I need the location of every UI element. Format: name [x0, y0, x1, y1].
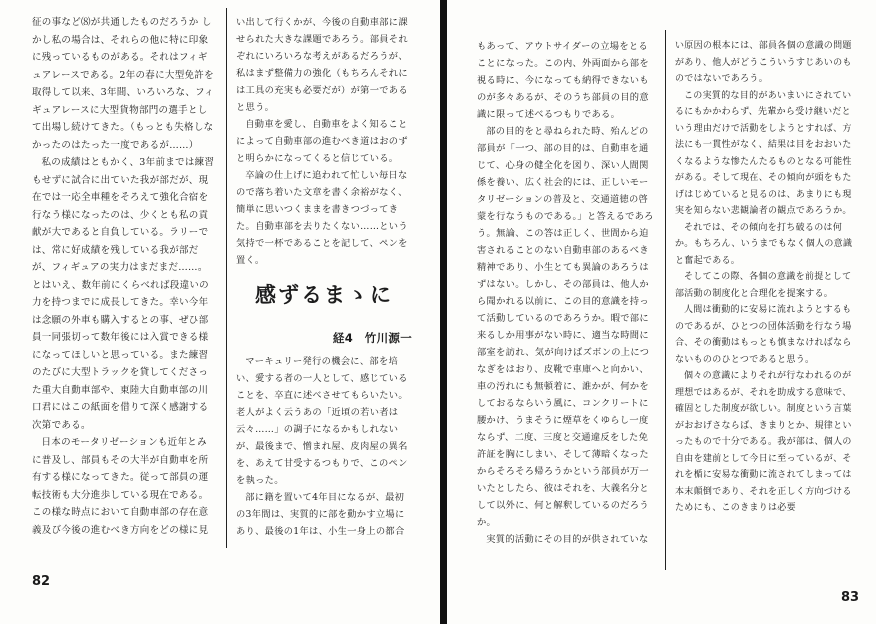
left-column-1: [32, 14, 216, 539]
page-number-left: 82: [32, 574, 51, 589]
paragraph: この実質的な目的があいまいにされているにもかかわらず、先輩から受け継いだという理由だけで活動をしようとすれば、方法にも一貫性がなく、結果は目をおおいたくなるような惨たんたるものとなる可能性がある。そして現在、その傾向が頭をもたげはじめていると見るのは、あまりにも現実を知らない悲観論者の観点であろうか。: [675, 90, 852, 216]
article-title: 感ずるまゝに: [255, 283, 393, 307]
paragraph: マーキュリー発行の機会に、部を培い、愛する者の一人として、感じていることを、卒直に述べさせてもらいたい。老人がよく云うあの「近頃の若い者は云々……」の調子になるかもしれないが、最後まで、憎まれ屋、皮肉屋の異名を、あえて甘受するつもりで、このペンを執った。: [236, 356, 408, 486]
paragraph: 自動車を愛し、自動車をよく知ることによって自動車部の進むべき道はおのずと明らかになってくると信じている。: [236, 119, 408, 164]
paragraph: 人間は衝動的に安易に流れようとするものであるが、ひとつの団体活動を行なう場合、その衝動はもっとも慎まなければならないもののひとつであると思う。: [675, 305, 852, 365]
left-column-2: [236, 14, 412, 540]
paragraph: それでは、その傾向を打ち破るのは何か。もちろん、いうまでもなく個人の意識と奮起である。: [675, 222, 853, 266]
paragraph: 部の目的をと尋ねられた時、殆んどの部員が「一つ、部の目的は、自動車を通じて、心身の健全化を図り、深い人間関係を養い、広く社会的には、正しいモータリゼーションの普及と、交通道徳の啓蒙を行なうものである。」と答えるであろう。無論、この答は正しく、世間から迫害されることのない自動車部のあるべき精神であり、小生とても異論のあろうはずはない。しかし、その部員は、他人から聞かれる以前に、この目的意識を持って活動しているのであろうか。暇で部に来るしか用事がない時に、適当な時間に部室を訪れ、気が向けばズボンの上につなぎをはおり、皮靴で車庫へと向かい、車の汚れにも無頓着に、誰かが、何かをしておるならいう風に、コンクリートに腰かけ、うまそうに煙草をくゆらし一度ならず、二度、三度と交通違反をした免許証を胸にしまい、そして薄暗くなったからそろそろ帰ろうかという部員が万一いたとしたら、彼はそれを、大義名分として以外に、何と解釈しているのだろうか。: [477, 126, 654, 528]
paragraph: い原因の根本には、部員各個の意識の問題があり、他人がどうこういうすじあいのものではないであろう。: [675, 41, 852, 84]
right-column-1: [477, 38, 657, 548]
page-gutter: [440, 0, 447, 624]
right-page: [447, 0, 876, 624]
page-number-right: 83: [841, 590, 860, 605]
paragraph: もあって、アウトサイダーの立場をとることになった。この内、外両面から部を視る時に、今になっても納得できないものが多々あるが、そのうち部員の目的意識に限って述べるつもりである。: [477, 41, 649, 120]
paragraph: 私の成績はともかく、3年前までは練習もせずに試合に出ていた我が部だが、現在では一応全車種をそろえて強化合宿を行なう様になったのは、少くとも私の貢献が大であると自負している。ラリーでは、常に好成績を残している我が部だが、フィギュアの実力はまだまだ……。とはいえ、数年前にくらべれば段違いの力を持つまでに成長してきた。幸い今年は念願の外車も購入するとの事、ぜひ部員一同張切って数年後には入賞できる様になってほしいと思っている。また練習のたびに大型トラックを貸してくださった重大自動車部や、東陸大自動車部の川口君にはこの紙面を借りて深く感謝する次第である。: [32, 157, 215, 431]
paragraph: そしてこの際、各個の意識を前提として部活動の制度化と合理化を提案する。: [675, 272, 852, 299]
column-divider: [665, 30, 666, 570]
paragraph: 部に籍を置いて4年目になるが、最初の3年間は、実質的に部を動かす立場にあり、最後の1年は、小生一身上の都合: [236, 492, 405, 537]
paragraph: い出して行くかが、今後の自動車部に課せられた大きな課題であろう。部員それぞれにいろいろな考えがあるだろうが、私はまず整備力の強化（もちろんそれには工具の充実も必要だが）が第一であると思う。: [236, 17, 408, 113]
right-column-2: [675, 38, 855, 517]
paragraph: 日本のモータリゼーションも近年とみに普及し、部員もその大半が自動車を所有する様になってきた。従って部員の運転技術も大分進歩している現在である。この様な時点において自動車部の存在意義及び今後の進むべき方向をどの様に見: [32, 437, 209, 536]
paragraph: 実質的活動にその目的が供されていな: [486, 534, 649, 545]
paragraph: 個々の意識によりそれが行なわれるのが理想ではあるが、それを助成する意味で、確固とした制度が欲しい。制度という言葉がおおげさならば、きまりとか、規律といったもので十分である。我が部は、個人の自由を建前として今日に至っているが、それを楯に安易な衝動に流されてしまっては本末顛倒であり、それを正しく方向づけるためにも、このきまりは必要: [675, 371, 852, 513]
author-byline: 経4 竹川源一: [332, 331, 412, 345]
paragraph: 卒論の仕上げに追われて忙しい毎日なので落ち着いた文章を書く余裕がなく、簡単に思いつくままを書きつづってきた。自動車部を去りたくない……という気持で一杯であることを記して、ペンを置く。: [236, 170, 408, 266]
paragraph: 征の事など⑻が共通したものだろうか しかし私の場合は、それらの他に特に印象に残っているものがある。それはフィギュアレースである。2年の春に大型免許を取得して以来、3年間、いろいろな、フィギュアレースに大型貨物部門の選手として出場し続けてきた。（もっとも失格しなかったのはたった一度であるが……）: [32, 17, 214, 151]
column-divider: [226, 8, 227, 548]
